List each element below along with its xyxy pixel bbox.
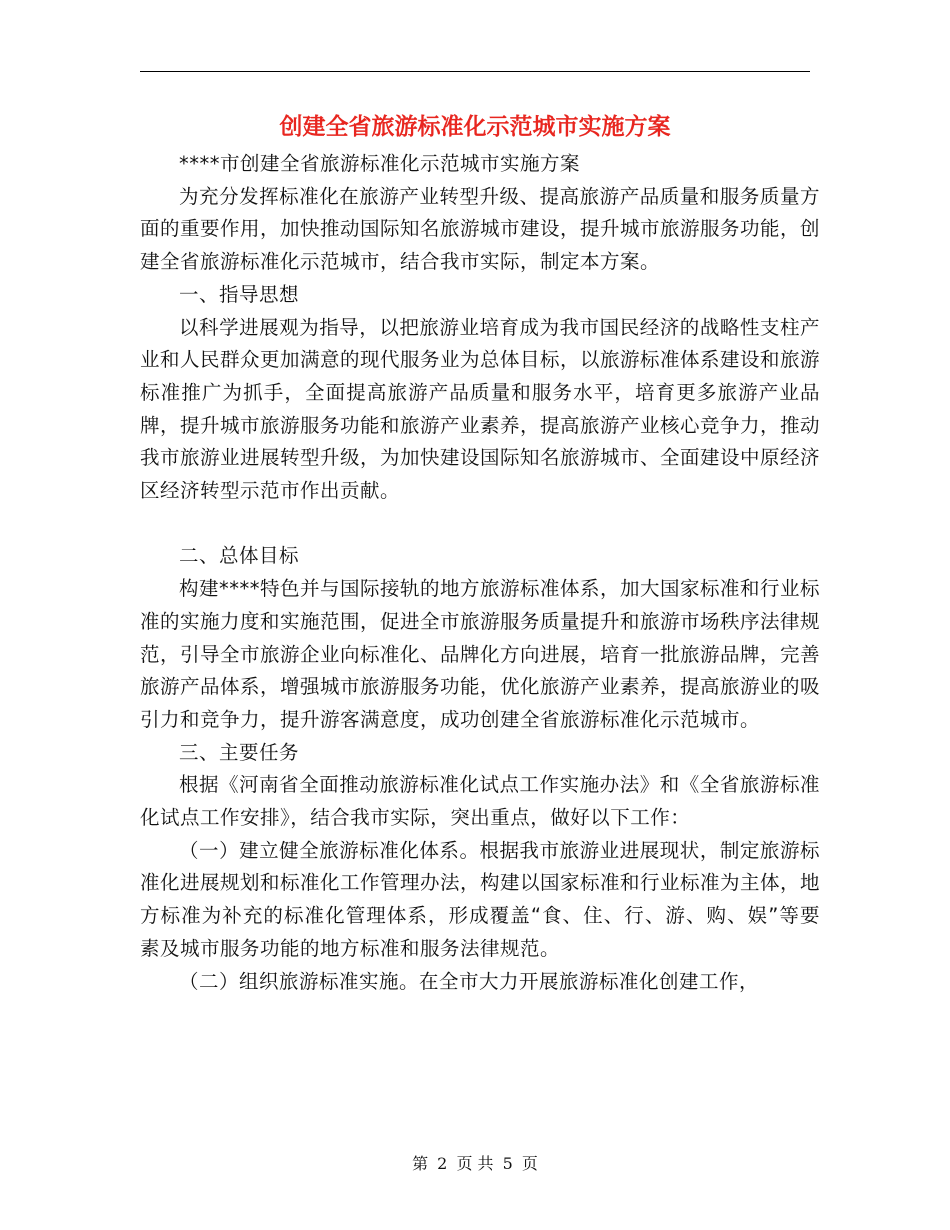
header-rule: [140, 71, 810, 72]
document-body: [140, 148, 820, 998]
footer-prefix: 第: [412, 1154, 429, 1173]
document-title: 创建全省旅游标准化示范城市实施方案: [279, 113, 671, 140]
paragraph-main-tasks: 根据《河南省全面推动旅游标准化试点工作实施办法》和《全省旅游标准化试点工作安排》，结合我市实际，突出重点，做好以下工作：: [140, 773, 820, 830]
paragraph-guiding-ideology: 以科学进展观为指导，以把旅游业培育成为我市国民经济的战略性支柱产业和人民群众更加满意的现代服务业为总体目标，以旅游标准体系建设和旅游标准推广为抓手，全面提高旅游产品质量和服务水平，培育更多旅游产业品牌，提升城市旅游服务功能和旅游产业素养，提高旅游产业核心竞争力，推动我市旅游业进展转型升级，为加快建设国际知名旅游城市、全面建设中原经济区经济转型示范市作出贡献。: [140, 315, 821, 503]
section-heading-overall-goal: 二、总体目标: [179, 544, 300, 568]
paragraph-intro: 为充分发挥标准化在旅游产业转型升级、提高旅游产品质量和服务质量方面的重要作用，加快推动国际知名旅游城市建设，提升城市旅游服务功能，创建全省旅游标准化示范城市，结合我市实际，制定本方案。: [140, 184, 821, 274]
footer-total-pages: 5: [502, 1154, 513, 1173]
footer-suffix: 页: [521, 1154, 538, 1173]
paragraph-overall-goal: 构建****特色并与国际接轨的地方旅游标准体系，加大国家标准和行业标准的实施力度和实施范围，促进全市旅游服务质量提升和旅游市场秩序法律规范，引导全市旅游企业向标准化、品牌化方向进展，培育一批旅游品牌，完善旅游产品体系，增强城市旅游服务功能，优化旅游产业素养，提高旅游业的吸引力和竞争力，提升游客满意度，成功创建全省旅游标准化示范城市。: [140, 577, 821, 731]
page-footer: [0, 1152, 950, 1176]
paragraph-subtitle: ****市创建全省旅游标准化示范城市实施方案: [179, 152, 581, 175]
footer-page-number: 2: [437, 1154, 448, 1173]
paragraph-task-1: （一）建立健全旅游标准化体系。根据我市旅游业进展现状，制定旅游标准化进展规划和标准化工作管理办法，构建以国家标准和行业标准为主体，地方标准为补充的标准化管理体系，形成覆盖“食、住、行、游、购、娱”等要素及城市服务功能的地方标准和服务法律规范。: [140, 838, 821, 960]
paragraph-task-2: （二）组织旅游标准实施。在全市大力开展旅游标准化创建工作，: [179, 969, 760, 993]
footer-mid: 页 共: [456, 1154, 494, 1173]
section-heading-main-tasks: 三、主要任务: [179, 740, 300, 764]
section-heading-guiding-ideology: 一、指导思想: [179, 282, 300, 306]
blank-line: [140, 508, 820, 541]
